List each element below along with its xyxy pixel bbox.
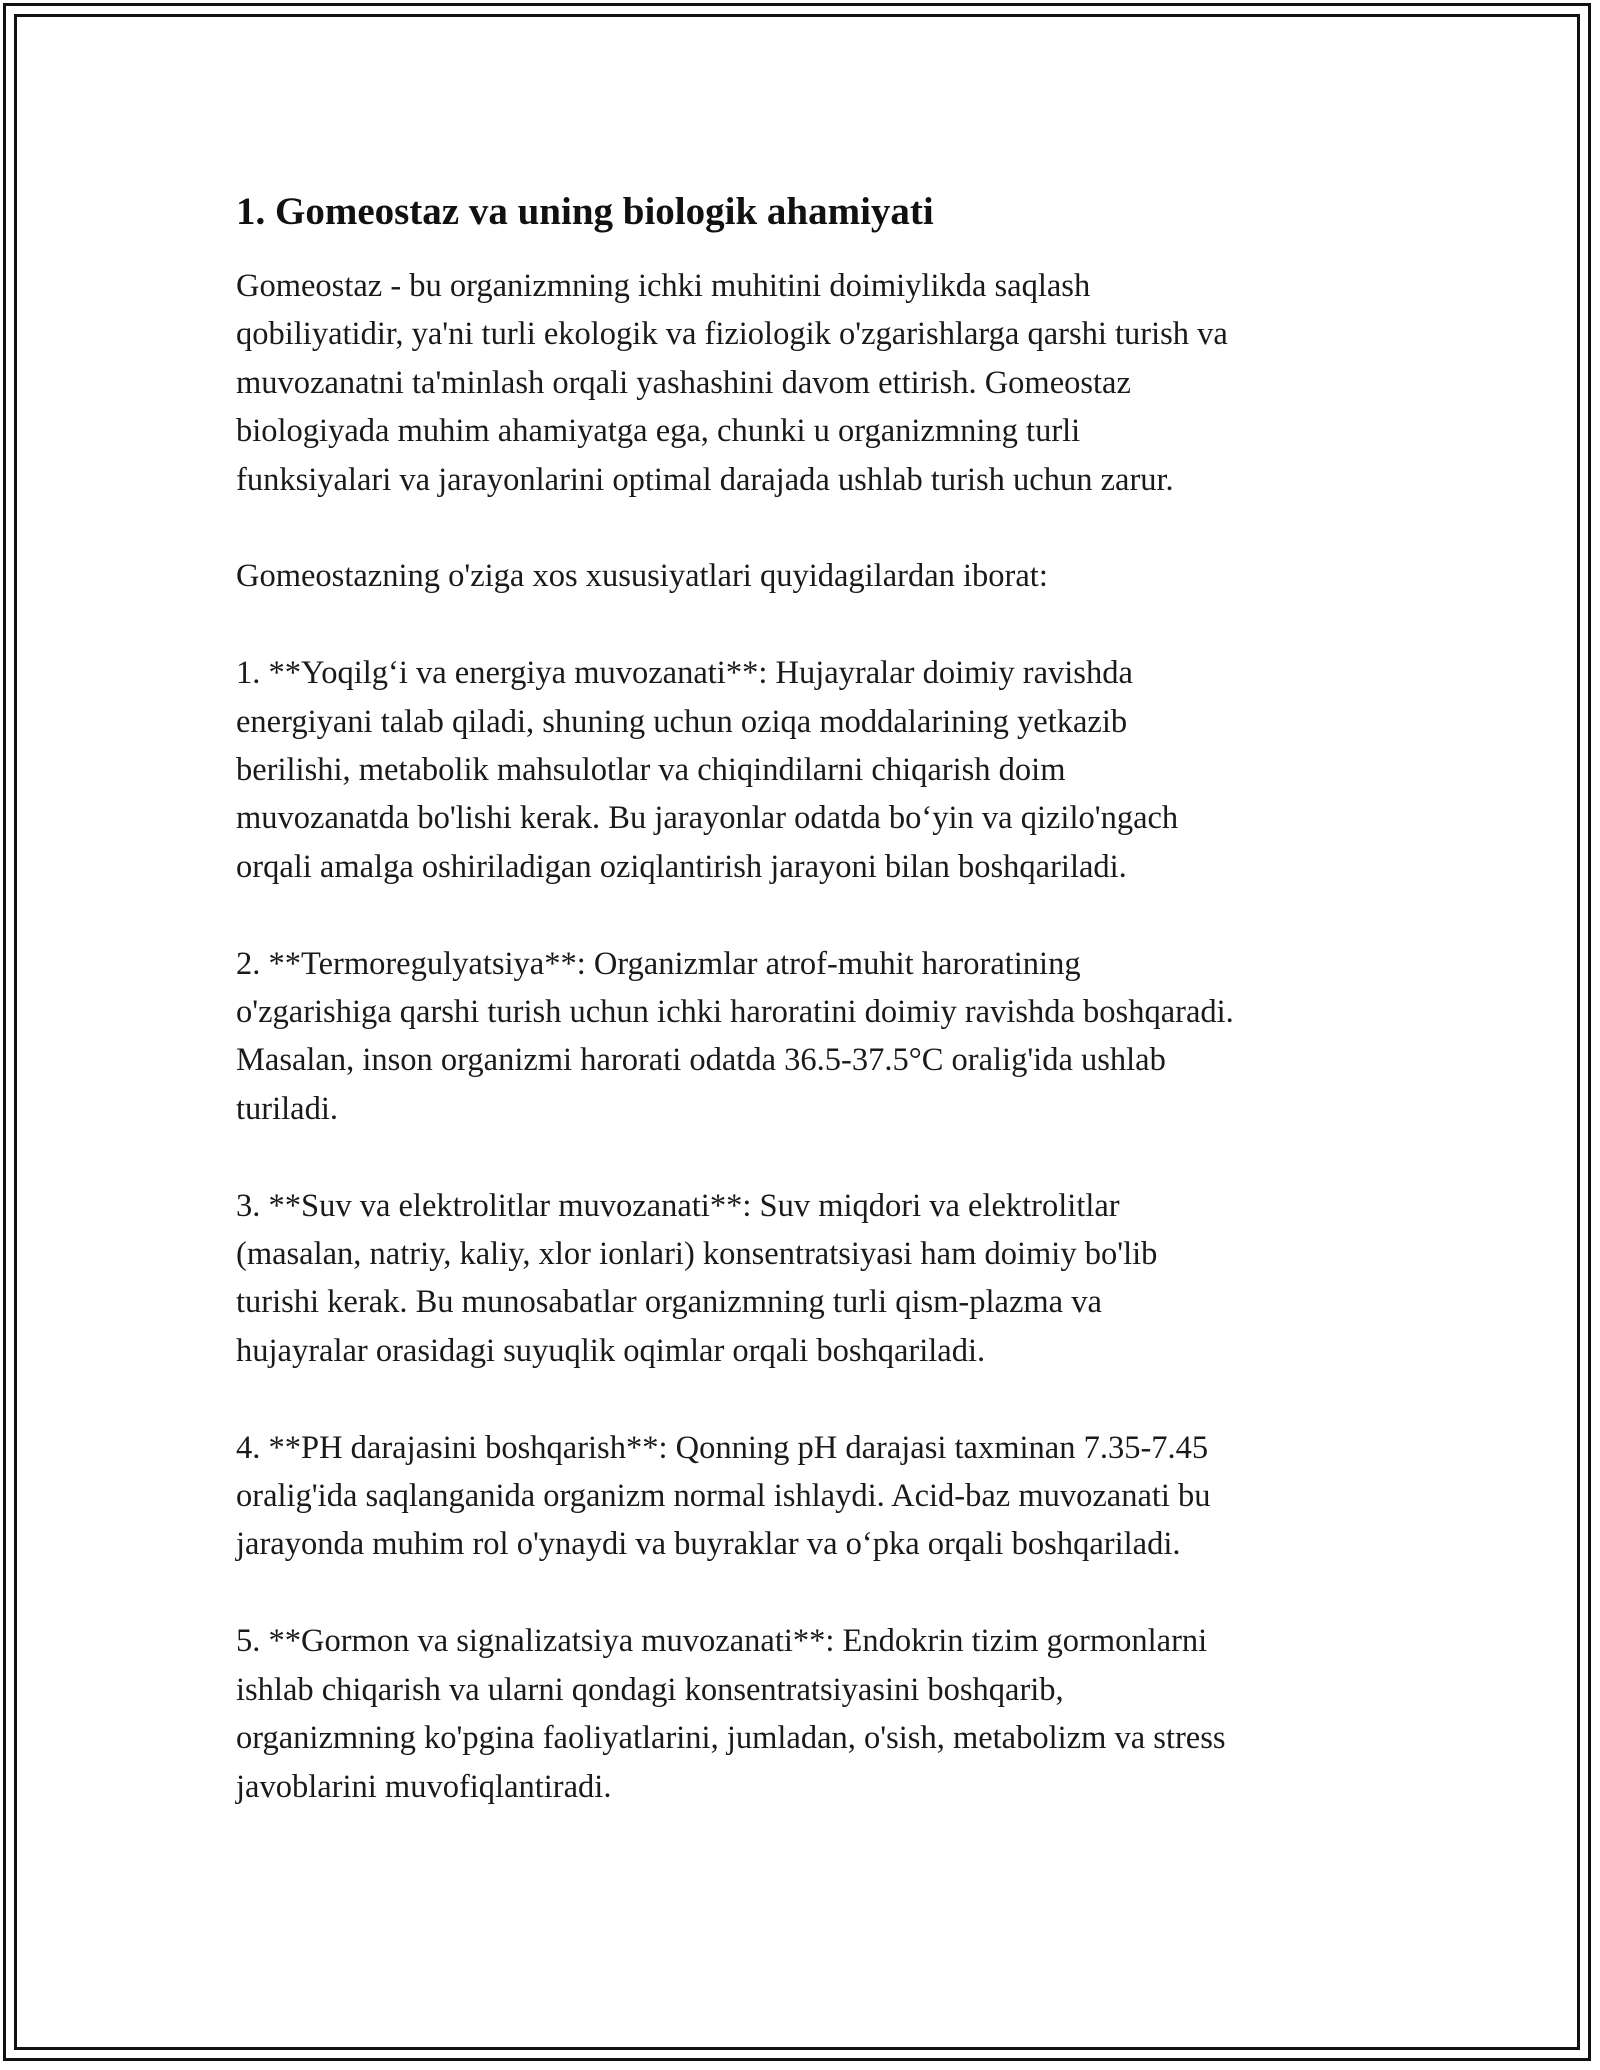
text-line: Masalan, inson organizmi harorati odatda 36.5-37.5°C oralig'ida ushlab (236, 1042, 1166, 1079)
text-line: 4. **PH darajasini boshqarish**: Qonning pH darajasi taxminan 7.35-7.45 (236, 1429, 1209, 1466)
list-item-water-electrolytes (236, 1182, 1376, 1376)
text-line: 2. **Termoregulyatsiya**: Organizmlar atrof-muhit haroratining (236, 945, 1081, 982)
list-item-energy-balance (236, 649, 1376, 891)
text-line: orqali amalga oshiriladigan oziqlantirish jarayoni bilan boshqariladi. (236, 848, 1127, 885)
text-line: javoblarini muvofiqlantiradi. (236, 1768, 612, 1805)
paragraph-features-lead (236, 552, 1376, 600)
text-line: qobiliyatidir, ya'ni turli ekologik va fiziologik o'zgarishlarga qarshi turish va (236, 316, 1228, 353)
text-line: biologiyada muhim ahamiyatga ega, chunki u organizmning turli (236, 413, 1081, 450)
text-line: ishlab chiqarish va ularni qondagi konsentratsiyasini boshqarib, (236, 1671, 1064, 1708)
paragraph-intro (236, 262, 1376, 504)
text-line: energiyani talab qiladi, shuning uchun oziqa moddalarining yetkazib (236, 703, 1128, 740)
text-line: funksiyalari va jarayonlarini optimal darajada ushlab turish uchun zarur. (236, 461, 1174, 498)
text-line: (masalan, natriy, kaliy, xlor ionlari) konsentratsiyasi ham doimiy bo'lib (236, 1236, 1158, 1273)
text-line: 1. **Yoqilg‘i va energiya muvozanati**: Hujayralar doimiy ravishda (236, 655, 1133, 692)
text-line: organizmning ko'pgina faoliyatlarini, jumladan, o'sish, metabolizm va stress (236, 1720, 1226, 1757)
list-item-ph-regulation (236, 1424, 1376, 1569)
list-item-thermoregulation (236, 940, 1376, 1134)
list-item-hormone-signaling (236, 1617, 1376, 1811)
text-line: 5. **Gormon va signalizatsiya muvozanati**: Endokrin tizim gormonlarni (236, 1623, 1208, 1660)
document-body (236, 188, 1376, 1859)
text-line: muvozanatda bo'lishi kerak. Bu jarayonlar odatda bo‘yin va qizilo'ngach (236, 800, 1179, 837)
text-line: jarayonda muhim rol o'ynaydi va buyraklar va o‘pka orqali boshqariladi. (236, 1526, 1181, 1563)
text-line: Gomeostazning o'ziga xos xususiyatlari quyidagilardan iborat: (236, 558, 1048, 595)
text-line: hujayralar orasidagi suyuqlik oqimlar orqali boshqariladi. (236, 1332, 986, 1369)
text-line: o'zgarishiga qarshi turish uchun ichki haroratini doimiy ravishda boshqaradi. (236, 994, 1234, 1031)
text-line: berilishi, metabolik mahsulotlar va chiqindilarni chiqarish doim (236, 752, 1066, 789)
text-line: muvozanatni ta'minlash orqali yashashini davom ettirish. Gomeostaz (236, 364, 1131, 401)
text-line: 3. **Suv va elektrolitlar muvozanati**: Suv miqdori va elektrolitlar (236, 1187, 1120, 1224)
text-line: turishi kerak. Bu munosabatlar organizmning turli qism-plazma va (236, 1284, 1102, 1321)
text-line: oralig'ida saqlanganida organizm normal ishlaydi. Acid-baz muvozanati bu (236, 1478, 1211, 1515)
document-title: 1. Gomeostaz va uning biologik ahamiyati (236, 190, 934, 233)
text-line: turiladi. (236, 1090, 338, 1127)
text-line: Gomeostaz - bu organizmning ichki muhitini doimiylikda saqlash (236, 268, 1091, 304)
